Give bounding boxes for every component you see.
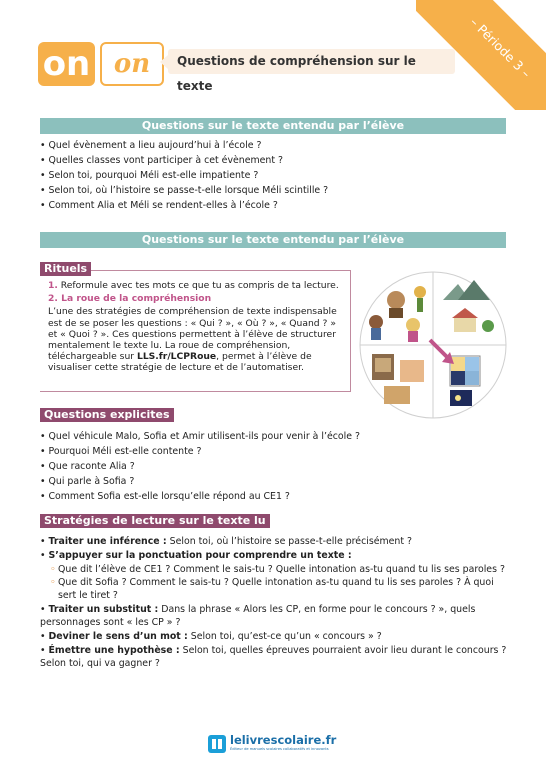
strategy-text: Selon toi, où l’histoire se passe-t-elle précisément ?	[166, 536, 412, 547]
period-label: – Période 3 –	[467, 14, 534, 81]
list-item: • Qui parle à Sofia ?	[40, 474, 360, 489]
list-item	[40, 536, 510, 549]
step-number: 2.	[48, 293, 58, 305]
strategy-label: Deviner le sens d’un mot :	[48, 630, 188, 642]
comprehension-wheel-illustration	[358, 270, 508, 420]
step-heading: La roue de la compréhension	[57, 293, 212, 305]
publisher-logo	[208, 733, 348, 755]
strategy-text: Selon toi, quelles épreuves pourraient avoir lieu durant le concours ? Selon toi, qui va gagner ?	[40, 644, 507, 669]
list-item: • Que raconte Alia ?	[40, 459, 360, 474]
list-item: • Quelles classes vont participer à cet évènement ?	[40, 153, 328, 168]
list-item: • Pourquoi Méli est-elle contente ?	[40, 444, 360, 459]
title-notch	[160, 55, 168, 69]
list-item: • Comment Alia et Méli se rendent-elles à l’école ?	[40, 198, 328, 213]
list-item	[40, 631, 510, 644]
rituels-paragraph-end: , permet à l’élève de visualiser cette stratégie de lecture et de l’automatiser.	[48, 351, 312, 374]
question-list-1	[40, 138, 328, 213]
sound-script-badge: on	[100, 42, 164, 86]
section-bar-1: Questions sur le texte entendu par l’élève	[40, 118, 506, 134]
book-icon	[208, 735, 226, 753]
list-item: • Quel véhicule Malo, Sofia et Amir utilisent-ils pour venir à l’école ?	[40, 429, 360, 444]
list-item: • Selon toi, où l’histoire se passe-t-elle lorsque Méli scintille ?	[40, 183, 328, 198]
sub-item: ◦ Que dit l’élève de CE1 ? Comment le sais-tu ? Quelle intonation as-tu quand tu lis ses paroles ?	[40, 564, 510, 577]
download-link[interactable]: LLS.fr/LCPRoue	[136, 351, 217, 363]
brand-tagline: Éditeur de manuels scolaires collaboratifs et innovants	[230, 747, 329, 751]
section-bar-2: Questions sur le texte entendu par l’élève	[40, 232, 506, 248]
strategy-label: Émettre une hypothèse :	[48, 644, 180, 656]
strategy-text: Dans la phrase « Alors les CP, en forme pour le concours ? », quels personnages sont « les CP » ?	[40, 603, 476, 628]
strategy-text: Selon toi, qu’est-ce qu’un « concours » ?	[187, 630, 382, 642]
step-text: Reformule avec tes mots ce que tu as compris de ta lecture.	[57, 280, 339, 291]
sound-badge: on	[38, 42, 95, 86]
strategy-label: Traiter un substitut :	[48, 603, 159, 615]
explicit-questions-tag: Questions explicites	[40, 408, 174, 422]
strategies-tag: Stratégies de lecture sur le texte lu	[40, 514, 270, 528]
list-item: • Selon toi, pourquoi Méli est-elle impatiente ?	[40, 168, 328, 183]
list-item	[40, 550, 510, 563]
rituels-tag: Rituels	[40, 262, 91, 276]
strategy-label: Traiter une inférence :	[48, 536, 167, 547]
rituels-text	[48, 280, 344, 374]
list-item	[40, 604, 510, 630]
step-number: 1.	[48, 280, 58, 291]
page-title: Questions de compréhension sur le texte	[168, 49, 455, 74]
strategies-list	[40, 536, 510, 672]
list-item: • Comment Sofia est-elle lorsqu’elle répond au CE1 ?	[40, 489, 360, 504]
list-item	[40, 645, 510, 671]
strategy-label: S’appuyer sur la ponctuation pour comprendre un texte :	[48, 550, 352, 562]
question-list-explicit	[40, 429, 360, 504]
brand-name: lelivrescolaire.fr	[230, 733, 337, 747]
sub-item: ◦ Que dit Sofia ? Comment le sais-tu ? Quelle intonation as-tu quand tu lis ses paroles ? À quoi sert le tiret ?	[40, 577, 510, 603]
list-item: • Quel évènement a lieu aujourd’hui à l’école ?	[40, 138, 328, 153]
rituels-paragraph: L’une des stratégies de compréhension de texte indispensable est de se poser les questions : « Qui ? », « Où ? », « Quand ? » et « Quoi ? ». Ces questions permettent à l’élève de structurer mentalement le texte lu. La roue de compréhension, téléchargeable sur	[48, 306, 337, 363]
